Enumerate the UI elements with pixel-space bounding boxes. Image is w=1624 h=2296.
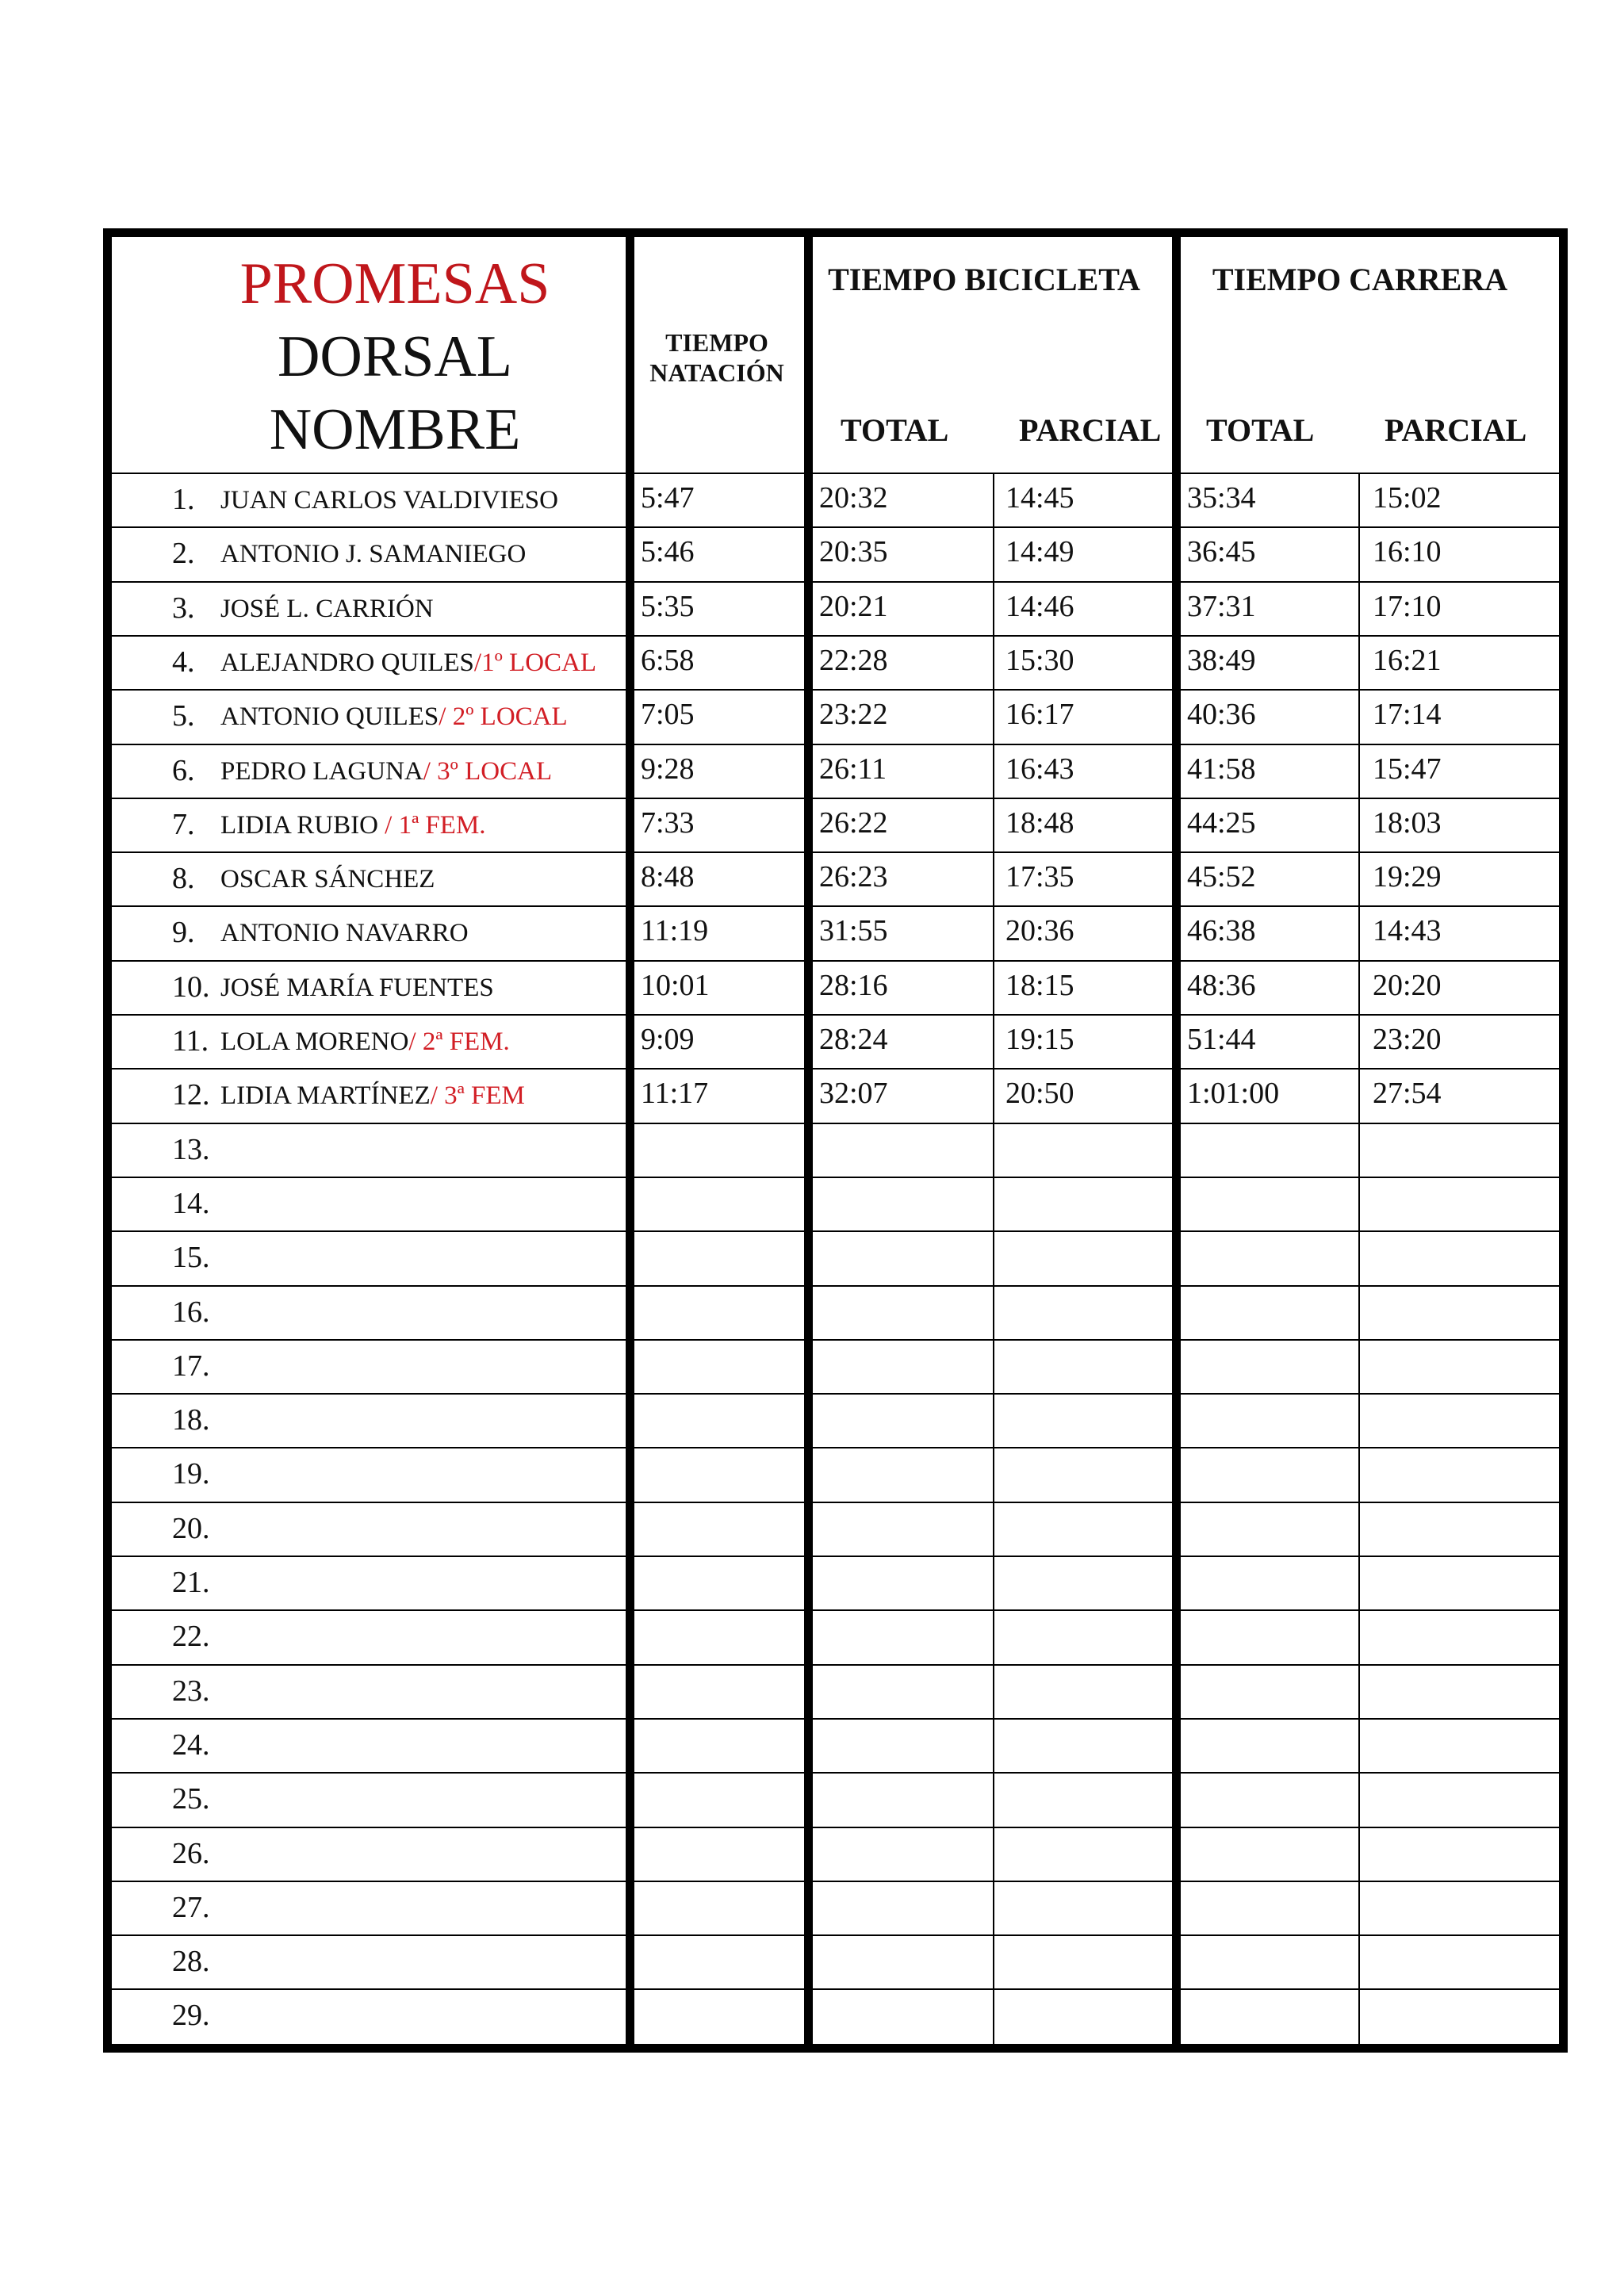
row-divider [112,905,1559,907]
swim-time: 6:58 [641,643,695,677]
athlete-name [220,540,526,569]
run-partial-time: 23:20 [1373,1023,1442,1056]
swim-header-line2: NATACIÓN [649,358,784,387]
row-divider [112,1447,1559,1448]
dorsal-number: 14. [172,1186,210,1220]
bike-total-time: 32:07 [819,1077,888,1111]
row-divider [112,1934,1559,1936]
dorsal-number: 1. [172,483,195,516]
swim-time: 9:09 [641,1023,695,1056]
award-tag: / 2ª FEM. [408,1027,510,1056]
bike-total-time: 22:28 [819,643,888,677]
bike-total-time: 31:55 [819,914,888,948]
dorsal-number: 19. [172,1457,210,1491]
dorsal-number: 4. [172,645,195,679]
row-divider [112,1827,1559,1828]
bike-total-time: 26:23 [819,860,888,894]
athlete-name-text: JOSÉ L. CARRIÓN [220,594,434,623]
athlete-name-text: ANTONIO QUILES [220,702,439,732]
dorsal-number: 6. [172,753,195,787]
row-divider [112,1664,1559,1666]
run-partial-time: 19:29 [1373,860,1442,894]
row-divider [112,798,1559,799]
award-tag: / 2º LOCAL [439,702,568,732]
run-total-time: 35:34 [1187,481,1256,515]
bike-total-time: 20:32 [819,481,888,515]
dorsal-number: 22. [172,1620,210,1654]
athlete-name-text: ANTONIO NAVARRO [220,919,469,948]
athlete-name [220,595,434,624]
swim-time: 5:47 [641,481,695,515]
bike-partial-time: 19:15 [1005,1023,1074,1056]
run-partial-time: 16:10 [1373,535,1442,569]
dorsal-number: 16. [172,1295,210,1329]
row-divider [112,1556,1559,1557]
dorsal-number: 8. [172,862,195,896]
swim-time: 11:19 [641,914,709,948]
run-total-time: 46:38 [1187,914,1256,948]
dorsal-number: 29. [172,1999,210,2033]
bike-partial-time: 18:15 [1005,968,1074,1002]
run-partial-header: PARCIAL [1385,412,1527,448]
run-total-time: 51:44 [1187,1023,1256,1056]
athlete-name-text: ALEJANDRO QUILES [220,648,474,677]
dorsal-number: 23. [172,1674,210,1708]
swim-time: 5:35 [641,589,695,623]
bike-partial-time: 14:49 [1005,535,1074,569]
dorsal-number: 2. [172,537,195,571]
dorsal-number: 24. [172,1728,210,1762]
row-divider [112,1123,1559,1124]
run-partial-time: 27:54 [1373,1077,1442,1111]
row-divider [112,744,1559,745]
dorsal-number: 17. [172,1349,210,1383]
row-divider [112,635,1559,637]
row-divider [112,1609,1559,1611]
athlete-name [220,757,552,786]
divider-run-total-partial [1358,473,1360,2044]
row-divider [112,1772,1559,1774]
dorsal-header: DORSAL [277,324,513,389]
dorsal-number: 10. [172,970,210,1004]
run-partial-time: 17:10 [1373,589,1442,623]
swim-time: 5:46 [641,535,695,569]
athlete-name-text: OSCAR SÁNCHEZ [220,865,435,894]
athlete-name [220,1081,525,1111]
bike-total-time: 28:24 [819,1023,888,1056]
row-divider [112,1285,1559,1287]
divider-bike-total-partial [993,473,994,2044]
category-title: PROMESAS [239,251,550,316]
row-divider [112,581,1559,583]
row-divider [112,526,1559,528]
athlete-name-text: JOSÉ MARÍA FUENTES [220,973,494,1002]
run-total-time: 36:45 [1187,535,1256,569]
dorsal-number: 9. [172,916,195,950]
run-partial-time: 18:03 [1373,806,1442,840]
bike-total-time: 23:22 [819,698,888,732]
athlete-name-text: PEDRO LAGUNA [220,756,423,786]
results-table [103,228,1568,2053]
run-total-time: 37:31 [1187,589,1256,623]
award-tag: /1º LOCAL [473,648,597,677]
bike-partial-header: PARCIAL [1019,412,1162,448]
row-divider [112,689,1559,691]
athlete-name [220,919,469,948]
bike-partial-time: 16:43 [1005,752,1074,786]
row-divider [112,1177,1559,1178]
swim-header-line1: TIEMPO [665,328,768,357]
run-partial-time: 15:47 [1373,752,1442,786]
athlete-name [220,974,494,1003]
athlete-name-text: LIDIA MARTÍNEZ [220,1081,431,1111]
bike-total-time: 20:21 [819,589,888,623]
row-divider [112,851,1559,853]
run-total-header: TOTAL [1206,412,1315,448]
swim-time: 9:28 [641,752,695,786]
bike-partial-time: 18:48 [1005,806,1074,840]
award-tag: / 1ª FEM. [385,810,486,840]
athlete-name-text: ANTONIO J. SAMANIEGO [220,540,527,569]
run-partial-time: 15:02 [1373,481,1442,515]
bike-total-time: 26:22 [819,806,888,840]
athlete-name-text: JUAN CARLOS VALDIVIESO [220,486,558,515]
dorsal-number: 5. [172,699,195,733]
athlete-name [220,811,486,840]
run-total-time: 48:36 [1187,968,1256,1002]
athlete-name [220,702,568,732]
bike-partial-time: 20:50 [1005,1077,1074,1111]
dorsal-number: 27. [172,1890,210,1924]
row-divider [112,960,1559,962]
run-total-time: 38:49 [1187,643,1256,677]
dorsal-number: 13. [172,1132,210,1166]
run-total-time: 45:52 [1187,860,1256,894]
nombre-header: NOMBRE [269,397,521,462]
run-total-time: 1:01:00 [1187,1077,1280,1111]
athlete-name [220,486,558,515]
row-divider [112,1014,1559,1016]
row-divider [112,1988,1559,1990]
award-tag: / 3ª FEM [430,1081,525,1111]
dorsal-number: 20. [172,1511,210,1545]
bike-partial-time: 15:30 [1005,643,1074,677]
dorsal-number: 12. [172,1078,210,1112]
dorsal-number: 25. [172,1782,210,1816]
dorsal-number: 28. [172,1945,210,1979]
run-partial-time: 14:43 [1373,914,1442,948]
bike-total-time: 26:11 [819,752,887,786]
run-total-time: 40:36 [1187,698,1256,732]
swim-time: 7:33 [641,806,695,840]
dorsal-number: 15. [172,1241,210,1275]
athlete-name [220,865,435,894]
row-divider [112,1718,1559,1720]
run-group-header: TIEMPO CARRERA [1212,262,1508,297]
row-divider [112,1339,1559,1341]
run-total-time: 41:58 [1187,752,1256,786]
row-divider [112,1393,1559,1395]
bike-partial-time: 16:17 [1005,698,1074,732]
dorsal-number: 7. [172,807,195,841]
bike-total-time: 28:16 [819,968,888,1002]
bike-total-header: TOTAL [841,412,949,448]
athlete-name-text: LOLA MORENO [220,1027,409,1056]
dorsal-number: 18. [172,1403,210,1437]
athlete-name [220,649,596,678]
row-divider [112,1068,1559,1070]
swim-time: 7:05 [641,698,695,732]
athlete-name [220,1027,510,1057]
dorsal-number: 26. [172,1836,210,1870]
athlete-name-text: LIDIA RUBIO [220,810,385,840]
dorsal-number: 11. [172,1024,209,1058]
row-divider [112,1502,1559,1503]
run-partial-time: 17:14 [1373,698,1442,732]
dorsal-number: 21. [172,1566,210,1599]
bike-group-header: TIEMPO BICICLETA [828,262,1140,297]
award-tag: / 3º LOCAL [423,756,553,786]
bike-partial-time: 20:36 [1005,914,1074,948]
bike-total-time: 20:35 [819,535,888,569]
dorsal-number: 3. [172,591,195,625]
run-partial-time: 16:21 [1373,643,1442,677]
swim-time: 8:48 [641,860,695,894]
run-partial-time: 20:20 [1373,968,1442,1002]
bike-partial-time: 14:45 [1005,481,1074,515]
bike-partial-time: 17:35 [1005,860,1074,894]
row-divider [112,1881,1559,1882]
swim-time: 11:17 [641,1077,709,1111]
row-divider [112,1230,1559,1232]
row-divider [112,473,1559,474]
run-total-time: 44:25 [1187,806,1256,840]
bike-partial-time: 14:46 [1005,589,1074,623]
swim-time: 10:01 [641,968,710,1002]
